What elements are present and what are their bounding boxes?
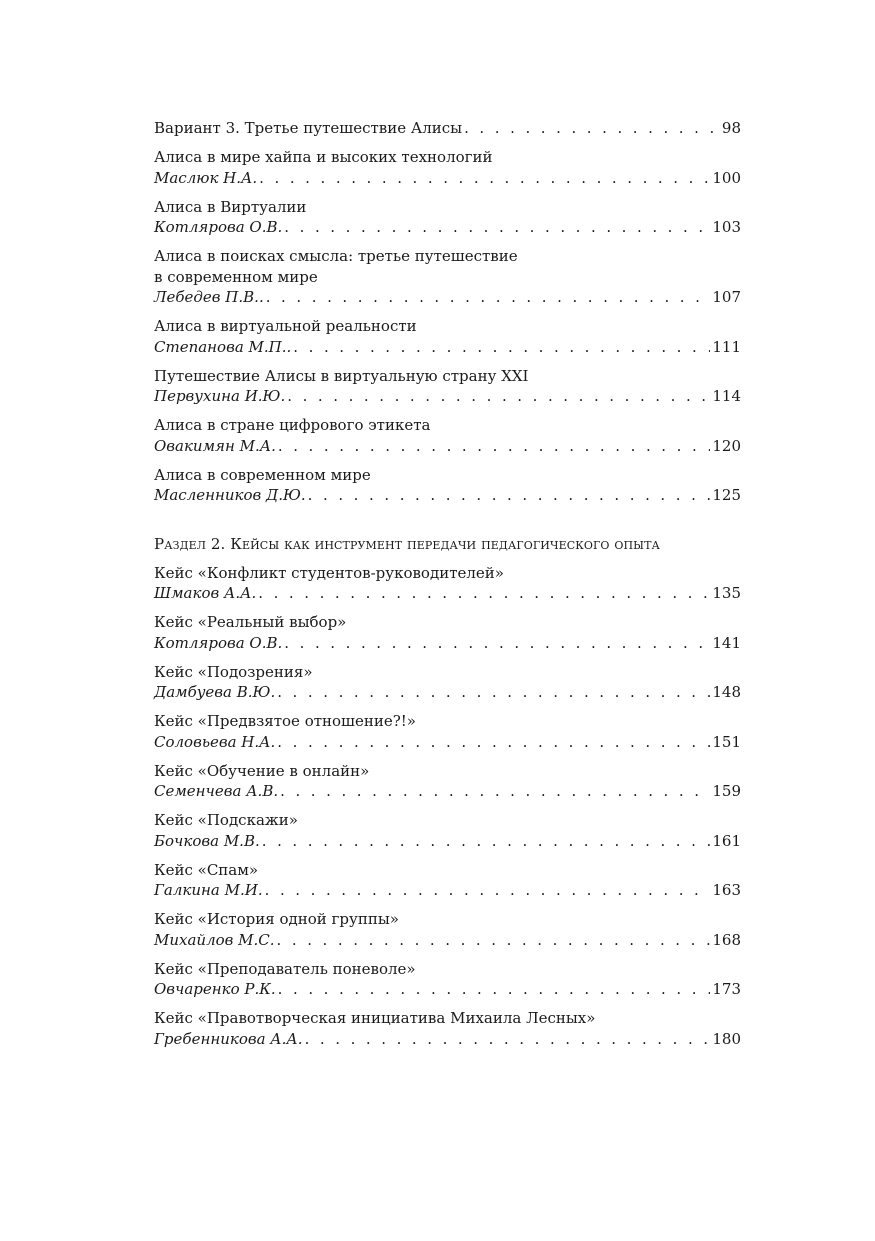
toc-entry[interactable] <box>154 197 741 238</box>
toc-page-number: 107 <box>712 288 741 306</box>
toc-line <box>154 337 741 358</box>
toc-entry-title: Кейс «История одной группы» <box>154 910 399 928</box>
toc-entry-author: Семенчева А.В. <box>154 782 279 800</box>
toc-entry-title: Алиса в поисках смысла: третье путешествие <box>154 247 518 265</box>
toc-entry[interactable] <box>154 662 741 703</box>
dot-leader <box>278 979 711 1000</box>
toc-line <box>154 732 741 753</box>
toc-entry-author: Котлярова О.В. <box>154 218 283 236</box>
toc-page-number: 120 <box>712 436 741 455</box>
toc-entry-title: Кейс «Подозрения» <box>154 662 313 681</box>
toc-entry-author: Котлярова О.В. <box>154 633 283 652</box>
toc-entry-title: Путешествие Алисы в виртуальную страну XXI <box>154 366 529 385</box>
toc-line <box>154 880 741 901</box>
toc-entry[interactable] <box>154 1008 741 1049</box>
toc-line <box>154 436 741 457</box>
toc-line <box>154 1029 741 1050</box>
toc-entry-title: Кейс «Реальный выбор» <box>154 613 347 631</box>
toc-entry-author: Шмаков А.А. <box>154 584 257 602</box>
toc-entry[interactable] <box>154 366 741 407</box>
dot-leader <box>284 217 710 238</box>
toc-entry[interactable] <box>154 246 741 308</box>
toc-entry-title: Кейс «Подскажи» <box>154 811 298 829</box>
toc-line <box>154 386 741 407</box>
toc-entry-title: Вариант 3. Третье путешествие Алисы <box>154 119 463 137</box>
toc-entry-author: Соловьева Н.А. <box>154 732 276 751</box>
toc-entry-title: Алиса в мире хайпа и высоких технологий <box>154 148 493 166</box>
toc-entry-title: Кейс «Правотворческая инициатива Михаила Лесных» <box>154 1009 596 1027</box>
toc-entry-author: Гребенникова А.А. <box>154 1029 303 1048</box>
toc-line <box>154 682 741 703</box>
toc-entry-author: Овчаренко Р.К. <box>154 980 276 998</box>
toc-entry[interactable] <box>154 810 741 851</box>
toc-entry-author: Дамбуева В.Ю. <box>154 683 276 701</box>
toc-page-number: 173 <box>712 980 741 998</box>
toc-page-number: 114 <box>712 387 741 405</box>
toc-entry[interactable] <box>154 860 741 901</box>
dot-leader <box>464 118 720 139</box>
dot-leader <box>277 930 711 951</box>
dot-leader <box>259 168 710 189</box>
toc-line <box>154 583 741 604</box>
dot-leader <box>278 436 710 457</box>
toc-page-number: 98 <box>721 119 741 137</box>
toc-entry[interactable] <box>154 761 741 802</box>
toc-entry-author: Бочкова М.В. <box>154 831 260 850</box>
toc-line <box>154 633 741 654</box>
toc-page-number: 161 <box>712 831 741 850</box>
toc-page-number: 111 <box>712 337 741 356</box>
section-2-heading: Раздел 2. Кейсы как инструмент передачи педагогического опыта <box>154 534 660 553</box>
toc-entry[interactable] <box>154 415 741 456</box>
toc-entry-author: Маслюк Н.А. <box>154 168 258 187</box>
toc-entry[interactable] <box>154 612 741 653</box>
variant-3-entries <box>154 147 741 506</box>
toc-entry[interactable] <box>154 909 741 950</box>
toc-entry-title: Алиса в Виртуалии <box>154 197 307 216</box>
toc-entry-title: Кейс «Конфликт студентов-руководителей» <box>154 563 504 582</box>
toc-line <box>154 118 741 139</box>
toc-page-number: 125 <box>712 486 741 504</box>
dot-leader <box>305 1029 711 1050</box>
dot-leader <box>277 732 710 753</box>
dot-leader <box>262 831 711 852</box>
toc-page-number: 159 <box>712 782 741 800</box>
dot-leader <box>258 583 710 604</box>
toc-entry[interactable] <box>154 316 741 357</box>
toc-page-number: 180 <box>712 1029 741 1048</box>
dot-leader <box>280 781 710 802</box>
toc-entry-variant-3[interactable] <box>154 118 741 139</box>
dot-leader <box>287 386 710 407</box>
toc-line <box>154 485 741 506</box>
toc-page-number: 163 <box>712 881 741 899</box>
toc-line <box>154 217 741 238</box>
toc-entry[interactable] <box>154 563 741 604</box>
toc-line <box>154 979 741 1000</box>
toc-entry-author: Овакимян М.А. <box>154 436 276 455</box>
table-of-contents <box>154 118 741 1058</box>
toc-entry-title: Кейс «Спам» <box>154 860 259 879</box>
dot-leader <box>308 485 711 506</box>
dot-leader <box>266 287 711 308</box>
toc-entry-title: Кейс «Обучение в онлайн» <box>154 761 370 780</box>
toc-page-number: 148 <box>712 683 741 701</box>
toc-entry-title: Кейс «Предвзятое отношение?!» <box>154 712 416 730</box>
toc-page-number: 135 <box>712 584 741 602</box>
toc-entry-title: Алиса в стране цифрового этикета <box>154 416 431 434</box>
toc-line <box>154 287 741 308</box>
section-2-entries <box>154 563 741 1050</box>
toc-line <box>154 930 741 951</box>
toc-entry-title: Алиса в современном мире <box>154 465 371 484</box>
toc-page-number: 103 <box>712 218 741 236</box>
toc-entry[interactable] <box>154 465 741 506</box>
toc-page-number: 151 <box>712 732 741 751</box>
toc-line <box>154 781 741 802</box>
toc-line <box>154 168 741 189</box>
toc-entry-author: Галкина М.И. <box>154 881 263 899</box>
toc-entry-author: Первухина И.Ю. <box>154 387 286 405</box>
dot-leader <box>284 633 710 654</box>
dot-leader <box>293 337 710 358</box>
dot-leader <box>265 880 711 901</box>
toc-entry[interactable] <box>154 147 741 188</box>
toc-page-number: 168 <box>712 930 741 949</box>
toc-page-number: 100 <box>712 168 741 187</box>
toc-page-number: 141 <box>712 633 741 652</box>
toc-entry-author: Масленников Д.Ю. <box>154 486 306 504</box>
toc-line <box>154 831 741 852</box>
toc-entry-author: Михайлов М.С. <box>154 930 275 949</box>
toc-entry-author: Степанова М.П.. <box>154 337 292 356</box>
dot-leader <box>277 682 710 703</box>
toc-entry[interactable] <box>154 711 741 752</box>
toc-entry-title: Кейс «Преподаватель поневоле» <box>154 959 416 978</box>
toc-entry[interactable] <box>154 959 741 1000</box>
toc-entry-title: Алиса в виртуальной реальности <box>154 317 417 335</box>
toc-entry-title: в современном мире <box>154 267 318 286</box>
toc-entry-author: Лебедев П.В.. <box>154 288 264 306</box>
